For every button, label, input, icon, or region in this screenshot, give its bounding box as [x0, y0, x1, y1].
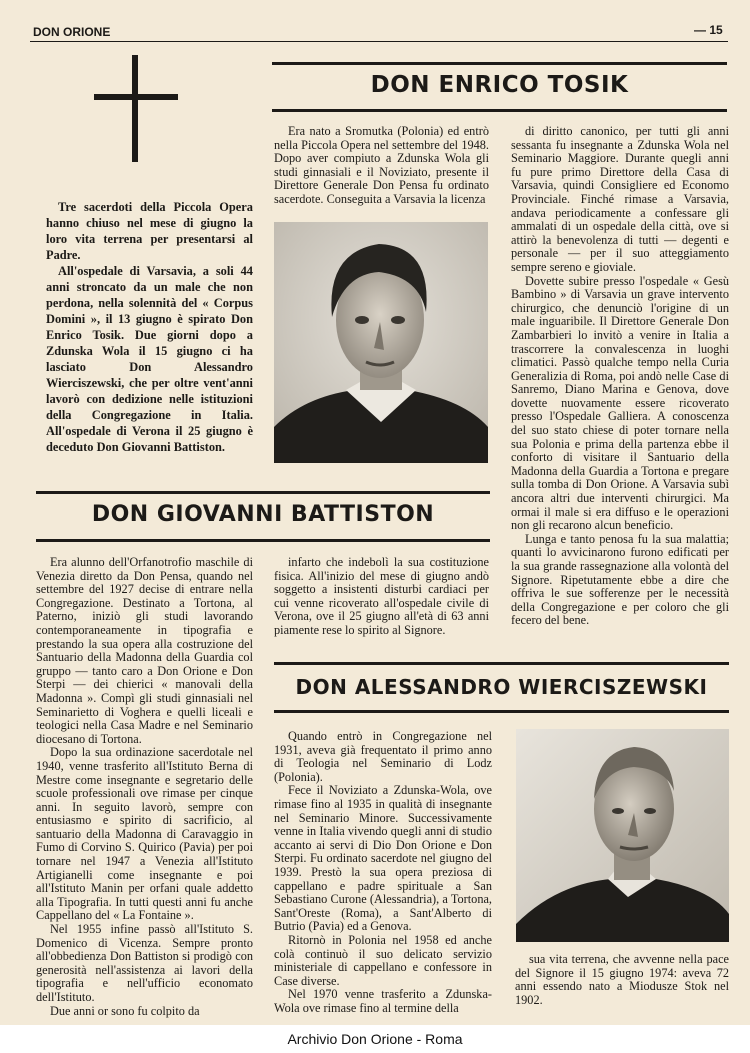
paragraph: Fece il Noviziato a Zdunska-Wola, ove rimase fino al 1935 in qualità di insegnante nel Seminario Minore. Successivamente venne in Italia vivendo quegli anni di studio accanto ai servi di Dio Don Orione e Don Sterpi. Fu ordinato sacerdote nel giugno del 1939. Prestò la sua opera preziosa di cappellano e padre spirituale a San Sebastiano Curone (Alessandria), a Tortona, Sant'Oreste (Roma), a Sant'Alberto di Butrio (Pavia) ed a Genova. [274, 783, 492, 934]
paragraph: Era alunno dell'Orfanotrofio maschile di Venezia diretto da Don Pensa, quando nel settembre del 1927 decise di entrare nella Congregazione. Destinato a Tortona, al Paterno, iniziò gli studi lavorando contemporaneamente in tipografia e prestando la sua opera alla costruzione del Santuario della Madonna della Guardia col gruppo — tanto caro a Don Orione e Don Sterpi — dei chierici « manovali della Madonna ». Compì gli studi ginnasiali nel Seminarietto di Voghera e quelli liceali e teologici nella Casa Madre e nel Seminario diocesano di Tortona. [36, 555, 253, 746]
intro-text [46, 199, 253, 455]
battiston-rule-top [36, 491, 490, 494]
paragraph: Due anni or sono fu colpito da [50, 1003, 200, 1018]
paragraph: Dopo la sua ordinazione sacerdotale nel 1940, venne trasferito all'Istituto Berna di Mestre come insegnante e segretario delle scuole professionali ove rimase per cinque anni. In seguito lavorò, sempre con entusiasmo e spirito di sacrificio, al santuario della Madonna di Caravaggio in Fumo di Corvino S. Quirico (Pavia) per poi tornare nel 1947 a Venezia all'Istituto Artigianelli come insegnante e poi all'Istituto Manin per orfani quale addetto alla Tipografia. In tutti questi anni fu anche Cappellano del « La Fontaine ». [36, 745, 253, 923]
running-head: DON ORIONE [33, 25, 111, 39]
paragraph: di diritto canonico, per tutti gli anni sessanta fu insegnante a Zdunska Wola nel Seminario Maggiore. Durante quegli anni fu pure primo Direttore della Casa di Varsavia, quindi Consigliere ed Economo Provinciale. Finché rimase a Varsavia, andava periodicamente a confessare gli ammalati di un ospedale della città, ove si attirò la benevolenza di tutti — degenti e personale — per il suo atteggiamento sempre sereno e gioviale. [511, 124, 729, 274]
tosik-column-1 [274, 125, 489, 207]
paragraph: Dovette subire presso l'ospedale « Gesù Bambino » di Varsavia un grave intervento chirurgico, che denunciò l'origine di un male inguaribile. Il Direttore Generale Don Zambarbieri lo invitò a venire in Italia a trascorrere la convalescenza in luoghi climatici. Passò qualche tempo nella Curia Generalizia di Roma, poi andò nelle Case di Sanremo, Diano Marina e Genova, dove dovette nuovamente essere ricoverato presso l'Ospedale Galliera. A conoscenza del suo stato chiese di poter tornare nella sua Polonia e prima della partenza ebbe il conforto di visitare il Santuario della Madonna della Guardia a Tortona e pregare sulla tomba di Don Orione. A Varsavia subì ancora altri due interventi chirurgici. Ma ormai il male si era diffuso e le operazioni non gli recarono alcun beneficio. [511, 273, 729, 533]
tosik-rule-bottom [272, 109, 727, 112]
battiston-title: DON GIOVANNI BATTISTON [91, 502, 435, 527]
wierciszewski-rule-top [274, 662, 729, 665]
battiston-column-1 [36, 556, 253, 1018]
archive-footer: Archivio Don Orione - Roma [0, 1025, 750, 1053]
intro-paragraph: Tre sacerdoti della Piccola Opera hanno chiuso nel mese di giugno la loro vita terrena per presentarsi al Padre. [46, 200, 253, 262]
header-rule [30, 41, 728, 42]
paragraph: Nel 1955 infine passò all'Istituto S. Domenico di Vicenza. Sempre pronto all'obbedienza Don Battiston si prodigò con generosità nell'assistenza ai lavori della tipografia e nell'ufficio economato dell'Istituto. [36, 922, 253, 1004]
tosik-rule-top [272, 62, 727, 65]
tosik-column-2 [511, 125, 729, 628]
wierciszewski-photo [516, 729, 729, 942]
battiston-column-2 [274, 556, 489, 638]
wierciszewski-title: DON ALESSANDRO WIERCISZEWSKI [295, 675, 708, 699]
wierciszewski-column-2 [515, 953, 729, 1007]
paragraph: Era nato a Sromutka (Polonia) ed entrò nella Piccola Opera nel settembre del 1948. Dopo aver compiuto a Zdunska Wola gli studi ginnasiali e il Noviziato, presente il Direttore Generale Don Pensa fu ordinato sacerdote. Conseguita a Varsavia la licenza [274, 124, 489, 206]
paragraph: Lunga e tanto penosa fu la sua malattia; quanti lo avvicinarono furono edificati per la sua grande rassegnazione alla volontà del Signore. Ripetutamente ebbe a dire che offriva le sue sofferenze per le necessità della Congregazione e per coloro che gli fecero del bene. [511, 531, 729, 628]
wierciszewski-rule-bottom [274, 710, 729, 713]
page-number: — 15 [694, 23, 723, 37]
cross-icon [90, 55, 182, 165]
paragraph: Nel 1970 venne trasferito a Zdunska-Wola ove rimase fino al termine della [274, 987, 492, 1015]
tosik-title: DON ENRICO TOSIK [370, 72, 629, 98]
paragraph: infarto che indebolì la sua costituzione fisica. All'inizio del mese di giugno andò soggetto a insistenti disturbi cardiaci per cui venne ricoverato all'ospedale civile di Verona, ove il 25 giugno all'età di 63 anni piamente rese lo spirito al Signore. [274, 555, 489, 637]
wierciszewski-column-1 [274, 730, 492, 1015]
tosik-photo [274, 222, 488, 463]
intro-paragraph: All'ospedale di Varsavia, a soli 44 anni stroncato da un male che non perdona, nella solennità del « Corpus Domini », il 13 giugno è spirato Don Enrico Tosik. Due giorni dopo a Zdunska Wola il 15 giugno ci ha lasciato Don Alessandro Wierciszewski, che per oltre vent'anni lavorò con dedizione nelle istituzioni della Congregazione in Italia. All'ospedale di Verona il 25 giugno è deceduto Don Giovanni Battiston. [46, 264, 253, 454]
paragraph: Quando entrò in Congregazione nel 1931, aveva già frequentato il primo anno di Teologia nel Seminario di Lodz (Polonia). [274, 729, 492, 784]
paragraph: Ritornò in Polonia nel 1958 ed anche colà continuò il suo delicato servizio ministeriale di cappellano e confessore in Case diverse. [274, 932, 492, 988]
battiston-rule-bottom [36, 539, 490, 542]
paragraph: sua vita terrena, che avvenne nella pace del Signore il 15 giugno 1974: aveva 72 anni essendo nato a Miodusze Stok nel 1902. [515, 952, 729, 1007]
